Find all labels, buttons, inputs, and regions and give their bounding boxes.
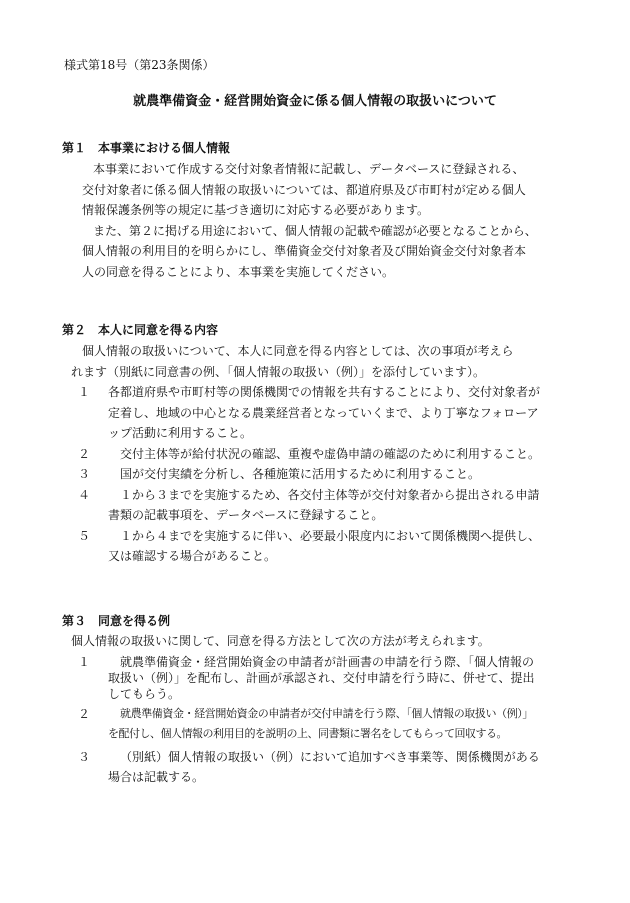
list-item-text: １から４までを実施するに伴い、必要最小限度内において関係機関へ提供し、: [120, 528, 541, 543]
list-item-marker: ２: [78, 446, 91, 461]
list-item: [0, 444, 630, 465]
section-2: [0, 321, 630, 567]
list-item-text: 就農準備資金・経営開始資金の申請者が交付申請を行う際、「個人情報の取扱い（例）」: [120, 706, 533, 720]
list-item-text: （別紙）個人情報の取扱い（例）において追加すべき事業等、関係機関がある: [120, 749, 540, 764]
list-item-text: 就農準備資金・経営開始資金の申請者が計画書の申請を行う際、「個人情報の: [120, 654, 535, 669]
section-1-line: 人の同意を得ることにより、本事業を実施してください。: [82, 264, 395, 279]
section-3: [0, 612, 630, 788]
list-item: [0, 464, 630, 485]
section-2-title: 本人に同意を得る内容: [98, 323, 219, 337]
section-1-line: 交付対象者に係る個人情報の取扱いについては、都道府県及び市町村が定める個人: [82, 182, 526, 197]
document-title: 就農準備資金・経営開始資金に係る個人情報の取扱いについて: [133, 94, 497, 109]
list-item-text: ップ活動に利用すること。: [108, 426, 253, 440]
section-1-title: 本事業における個人情報: [98, 141, 231, 155]
list-item: [0, 747, 630, 788]
list-item-text: 国が交付実績を分析し、各種施策に活用するために利用すること。: [120, 467, 481, 481]
section-3-intro-line: 個人情報の取扱いに関して、同意を得る方法として次の方法が考えられます。: [71, 634, 490, 648]
list-item: [0, 382, 630, 444]
list-item-marker: １: [78, 654, 91, 669]
section-1-line: 個人情報の利用目的を明らかにし、準備資金交付対象者及び開始資金交付対象者本: [82, 244, 527, 258]
section-3-title: 同意を得る例: [98, 614, 171, 628]
list-item-text: 又は確認する場合があること。: [108, 549, 277, 563]
form-number: 様式第18号（第23条関係）: [64, 58, 215, 72]
section-3-heading: [62, 612, 630, 630]
list-item-text: 各都道府県や市町村等の関係機関での情報を共有することにより、交付対象者が: [108, 385, 541, 399]
list-item-marker: ３: [78, 467, 91, 481]
list-item-marker: ２: [78, 706, 91, 721]
section-2-intro-line: れます（別紙に同意書の例、「個人情報の取扱い（例）」を添付しています）。: [71, 364, 486, 379]
section-1-line: 情報保護条例等の規定に基づき適切に対応する必要があります。: [82, 203, 430, 217]
list-item-marker: ３: [78, 749, 91, 764]
section-2-heading: [62, 321, 630, 339]
list-item-marker: ５: [78, 528, 91, 543]
list-item-text: 取扱い（例）」を配布し、計画が承認され、交付申請を行う時に、併せて、提出: [108, 670, 535, 685]
list-item-text: してもらう。: [108, 686, 181, 701]
list-item: [0, 485, 630, 526]
list-item: [0, 652, 630, 702]
list-item-text: １から３までを実施するため、各交付主体等が交付対象者から提出される申請: [120, 487, 540, 502]
list-item-text: を配付し、個人情報の利用目的を説明の上、同書類に署名をしてもらって回収する。: [108, 727, 507, 740]
section-1-heading: [62, 139, 630, 157]
section-2-intro-line: 個人情報の取扱いについて、本人に同意を得る内容としては、次の事項が考えら: [82, 344, 514, 358]
section-1-line: 本事業において作成する交付対象者情報に記載し、データベースに登録される、: [93, 162, 525, 176]
section-1-number: 第１: [62, 141, 87, 155]
list-item-marker: １: [78, 385, 91, 399]
list-item-text: 場合は記載する。: [108, 770, 205, 784]
list-item-text: 定着し、地域の中心となる農業経営者となっていくまで、より丁寧なフォローア: [108, 405, 539, 420]
section-1-line: また、第２に掲げる用途において、個人情報の記載や確認が必要となることから、: [93, 223, 537, 238]
list-item-text: 書類の記載事項を、データベースに登録すること。: [108, 508, 384, 522]
list-item: [0, 704, 630, 745]
list-item-text: 交付主体等が給付状況の確認、重複や虚偽申請の確認のために利用すること。: [120, 446, 541, 461]
section-2-number: 第２: [62, 323, 87, 337]
section-1: [0, 139, 630, 282]
list-item-marker: ４: [78, 487, 91, 502]
section-3-number: 第３: [62, 614, 87, 628]
list-item: [0, 526, 630, 567]
